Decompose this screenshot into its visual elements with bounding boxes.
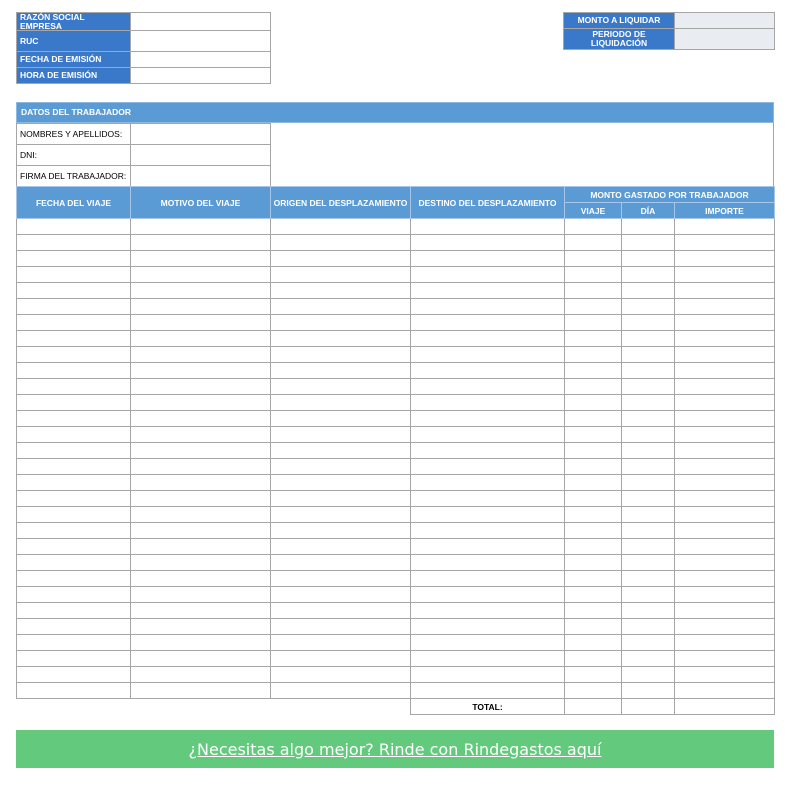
firma-row [17,166,271,187]
cell-destino[interactable] [411,523,565,539]
table-row [17,427,775,443]
worker-table [16,123,271,187]
cell-destino[interactable] [411,315,565,331]
cell-dia[interactable] [622,667,675,683]
cell-destino[interactable] [411,491,565,507]
cell-importe[interactable] [675,283,775,299]
cell-motivo[interactable] [131,251,271,267]
cell-fecha[interactable] [17,299,131,315]
cell-viaje[interactable] [565,635,622,651]
group-monto-header: MONTO GASTADO POR TRABAJADOR [565,187,775,203]
cell-viaje[interactable] [565,523,622,539]
cell-fecha[interactable] [17,283,131,299]
cell-motivo[interactable] [131,427,271,443]
cell-dia[interactable] [622,267,675,283]
cta-link[interactable]: ¿Necesitas algo mejor? Rinde con Rindegastos aquí [188,739,602,759]
table-row [17,587,775,603]
cell-viaje[interactable] [565,667,622,683]
cell-destino[interactable] [411,363,565,379]
cell-motivo[interactable] [131,395,271,411]
cell-viaje[interactable] [565,315,622,331]
cell-destino[interactable] [411,443,565,459]
cell-fecha[interactable] [17,651,131,667]
cell-origen[interactable] [271,235,411,251]
cell-dia[interactable] [622,363,675,379]
cell-fecha[interactable] [17,427,131,443]
cell-destino[interactable] [411,555,565,571]
cell-origen[interactable] [271,539,411,555]
cell-importe[interactable] [675,251,775,267]
cell-importe[interactable] [675,459,775,475]
table-row [17,507,775,523]
cell-motivo[interactable] [131,379,271,395]
cell-fecha[interactable] [17,411,131,427]
firma-field[interactable] [131,166,271,187]
cell-motivo[interactable] [131,523,271,539]
cell-origen[interactable] [271,427,411,443]
cell-origen[interactable] [271,379,411,395]
cell-origen[interactable] [271,667,411,683]
monto-field[interactable] [675,13,775,29]
razon-social-field[interactable] [131,13,271,31]
cell-origen[interactable] [271,683,411,699]
cell-viaje[interactable] [565,219,622,235]
liquidation-info-table [563,12,775,50]
table-row [17,331,775,347]
nombres-label: NOMBRES Y APELLIDOS: [17,124,131,145]
cell-importe[interactable] [675,299,775,315]
cell-viaje[interactable] [565,539,622,555]
cell-fecha[interactable] [17,555,131,571]
cell-importe[interactable] [675,331,775,347]
cell-dia[interactable] [622,411,675,427]
table-row [17,315,775,331]
cell-viaje[interactable] [565,459,622,475]
expense-table [16,186,775,715]
monto-row [564,13,775,29]
cell-motivo[interactable] [131,283,271,299]
cell-motivo[interactable] [131,651,271,667]
cell-viaje[interactable] [565,251,622,267]
cell-fecha[interactable] [17,667,131,683]
cell-motivo[interactable] [131,299,271,315]
cell-importe[interactable] [675,363,775,379]
cell-dia[interactable] [622,283,675,299]
table-row [17,395,775,411]
cell-fecha[interactable] [17,491,131,507]
cell-origen[interactable] [271,347,411,363]
cell-importe[interactable] [675,267,775,283]
header-row-1 [17,187,775,203]
table-row [17,379,775,395]
table-row [17,635,775,651]
cell-fecha[interactable] [17,251,131,267]
cell-motivo[interactable] [131,667,271,683]
cell-fecha[interactable] [17,459,131,475]
cell-origen[interactable] [271,555,411,571]
cell-origen[interactable] [271,395,411,411]
cell-viaje[interactable] [565,331,622,347]
cell-destino[interactable] [411,539,565,555]
table-row [17,251,775,267]
cell-viaje[interactable] [565,427,622,443]
cell-motivo[interactable] [131,315,271,331]
cell-dia[interactable] [622,331,675,347]
cell-importe[interactable] [675,379,775,395]
cell-destino[interactable] [411,475,565,491]
cell-viaje[interactable] [565,555,622,571]
cell-destino[interactable] [411,251,565,267]
cell-viaje[interactable] [565,587,622,603]
cell-origen[interactable] [271,587,411,603]
cell-destino[interactable] [411,587,565,603]
cell-fecha[interactable] [17,619,131,635]
cell-destino[interactable] [411,299,565,315]
cell-importe[interactable] [675,475,775,491]
col-importe-header: IMPORTE [675,203,775,219]
cell-motivo[interactable] [131,603,271,619]
cell-destino[interactable] [411,507,565,523]
cell-origen[interactable] [271,523,411,539]
cell-fecha[interactable] [17,443,131,459]
dni-field[interactable] [131,145,271,166]
cell-origen[interactable] [271,251,411,267]
cell-importe[interactable] [675,507,775,523]
table-row [17,603,775,619]
cell-dia[interactable] [622,459,675,475]
firma-label: FIRMA DEL TRABAJADOR: [17,166,131,187]
cell-dia[interactable] [622,603,675,619]
cell-viaje[interactable] [565,379,622,395]
table-row [17,267,775,283]
fecha-emision-field[interactable] [131,52,271,68]
cell-dia[interactable] [622,299,675,315]
cell-importe[interactable] [675,235,775,251]
cell-dia[interactable] [622,635,675,651]
cell-destino[interactable] [411,283,565,299]
cell-fecha[interactable] [17,475,131,491]
table-row [17,539,775,555]
cell-motivo[interactable] [131,347,271,363]
cell-dia[interactable] [622,475,675,491]
hora-emision-label: HORA DE EMISIÓN [17,68,131,84]
table-row [17,523,775,539]
table-row [17,667,775,683]
cell-importe[interactable] [675,411,775,427]
table-row [17,347,775,363]
cell-destino[interactable] [411,395,565,411]
fecha-emision-label: FECHA DE EMISIÓN [17,52,131,68]
ruc-field[interactable] [131,31,271,52]
cell-importe[interactable] [675,571,775,587]
cell-destino[interactable] [411,331,565,347]
cell-origen[interactable] [271,283,411,299]
cell-dia[interactable] [622,555,675,571]
cell-dia[interactable] [622,523,675,539]
cell-dia[interactable] [622,427,675,443]
cell-destino[interactable] [411,667,565,683]
table-row [17,555,775,571]
dni-row [17,145,271,166]
cell-fecha[interactable] [17,603,131,619]
cell-destino[interactable] [411,379,565,395]
cell-motivo[interactable] [131,507,271,523]
cell-motivo[interactable] [131,635,271,651]
cell-viaje[interactable] [565,443,622,459]
cell-viaje[interactable] [565,411,622,427]
cell-importe[interactable] [675,603,775,619]
cell-destino[interactable] [411,619,565,635]
cell-importe[interactable] [675,523,775,539]
cell-destino[interactable] [411,427,565,443]
cell-fecha[interactable] [17,347,131,363]
cell-importe[interactable] [675,651,775,667]
hora-emision-row [17,68,271,84]
cell-origen[interactable] [271,315,411,331]
cell-motivo[interactable] [131,331,271,347]
razon-social-row [17,13,271,31]
cell-destino[interactable] [411,571,565,587]
table-row [17,651,775,667]
cell-fecha[interactable] [17,379,131,395]
cell-dia[interactable] [622,315,675,331]
cell-fecha[interactable] [17,235,131,251]
ruc-label: RUC [17,31,131,52]
cell-importe[interactable] [675,555,775,571]
cell-motivo[interactable] [131,587,271,603]
cell-viaje[interactable] [565,363,622,379]
cell-motivo[interactable] [131,491,271,507]
cell-dia[interactable] [622,235,675,251]
cell-viaje[interactable] [565,683,622,699]
cell-destino[interactable] [411,635,565,651]
periodo-field[interactable] [675,29,775,50]
col-origen-header: ORIGEN DEL DESPLAZAMIENTO [271,187,411,219]
cell-dia[interactable] [622,347,675,363]
periodo-label: PERIODO DE LIQUIDACIÓN [564,29,675,50]
table-row [17,219,775,235]
cell-importe[interactable] [675,347,775,363]
cell-dia[interactable] [622,539,675,555]
cell-motivo[interactable] [131,555,271,571]
cell-motivo[interactable] [131,683,271,699]
cell-importe[interactable] [675,315,775,331]
cell-viaje[interactable] [565,619,622,635]
cell-fecha[interactable] [17,507,131,523]
col-motivo-header: MOTIVO DEL VIAJE [131,187,271,219]
nombres-row [17,124,271,145]
cell-dia[interactable] [622,571,675,587]
cell-viaje[interactable] [565,507,622,523]
cell-destino[interactable] [411,459,565,475]
cell-importe[interactable] [675,539,775,555]
cell-origen[interactable] [271,331,411,347]
table-row [17,411,775,427]
ruc-row [17,31,271,52]
table-row [17,363,775,379]
razon-social-label: RAZÓN SOCIAL EMPRESA [17,13,131,31]
cell-origen[interactable] [271,363,411,379]
cell-dia[interactable] [622,507,675,523]
cell-destino[interactable] [411,683,565,699]
cell-destino[interactable] [411,603,565,619]
table-row [17,235,775,251]
cell-origen[interactable] [271,635,411,651]
cell-origen[interactable] [271,619,411,635]
cell-destino[interactable] [411,651,565,667]
col-fecha-header: FECHA DEL VIAJE [17,187,131,219]
fecha-emision-row [17,52,271,68]
cell-origen[interactable] [271,411,411,427]
total-viaje[interactable] [565,699,622,715]
cell-fecha[interactable] [17,331,131,347]
periodo-row [564,29,775,50]
table-row [17,475,775,491]
cell-viaje[interactable] [565,651,622,667]
cell-origen[interactable] [271,507,411,523]
cell-origen[interactable] [271,219,411,235]
cell-fecha[interactable] [17,395,131,411]
cell-origen[interactable] [271,491,411,507]
cell-importe[interactable] [675,443,775,459]
cell-motivo[interactable] [131,267,271,283]
cell-motivo[interactable] [131,459,271,475]
nombres-field[interactable] [131,124,271,145]
cell-fecha[interactable] [17,315,131,331]
cell-dia[interactable] [622,619,675,635]
cell-destino[interactable] [411,411,565,427]
table-row [17,491,775,507]
total-row-spacer [17,699,411,715]
cell-viaje[interactable] [565,235,622,251]
col-viaje-header: VIAJE [565,203,622,219]
total-dia[interactable] [622,699,675,715]
table-row [17,459,775,475]
cell-viaje[interactable] [565,299,622,315]
cell-motivo[interactable] [131,571,271,587]
cell-viaje[interactable] [565,475,622,491]
cell-dia[interactable] [622,219,675,235]
cell-destino[interactable] [411,347,565,363]
cell-importe[interactable] [675,427,775,443]
cell-origen[interactable] [271,299,411,315]
cell-dia[interactable] [622,683,675,699]
cell-fecha[interactable] [17,267,131,283]
cell-viaje[interactable] [565,603,622,619]
table-row [17,299,775,315]
expense-table-body [17,219,775,715]
cell-fecha[interactable] [17,539,131,555]
cell-viaje[interactable] [565,267,622,283]
cell-origen[interactable] [271,475,411,491]
cell-dia[interactable] [622,587,675,603]
cell-destino[interactable] [411,267,565,283]
cell-fecha[interactable] [17,683,131,699]
cell-fecha[interactable] [17,587,131,603]
cell-origen[interactable] [271,267,411,283]
cell-importe[interactable] [675,683,775,699]
cell-motivo[interactable] [131,411,271,427]
cell-importe[interactable] [675,635,775,651]
company-info-table [16,12,271,84]
cell-dia[interactable] [622,651,675,667]
cell-origen[interactable] [271,651,411,667]
cell-importe[interactable] [675,491,775,507]
table-row [17,443,775,459]
cell-motivo[interactable] [131,363,271,379]
total-row [17,699,775,715]
dni-label: DNI: [17,145,131,166]
cell-dia[interactable] [622,491,675,507]
cell-viaje[interactable] [565,283,622,299]
cell-fecha[interactable] [17,635,131,651]
cell-motivo[interactable] [131,619,271,635]
table-row [17,571,775,587]
cell-origen[interactable] [271,443,411,459]
cell-importe[interactable] [675,667,775,683]
total-importe[interactable] [675,699,775,715]
cell-importe[interactable] [675,219,775,235]
cell-fecha[interactable] [17,363,131,379]
col-dia-header: DÍA [622,203,675,219]
cell-importe[interactable] [675,395,775,411]
cell-destino[interactable] [411,219,565,235]
cell-dia[interactable] [622,395,675,411]
cell-motivo[interactable] [131,539,271,555]
worker-section-title: DATOS DEL TRABAJADOR [16,102,774,123]
cell-dia[interactable] [622,379,675,395]
monto-label: MONTO A LIQUIDAR [564,13,675,29]
cell-fecha[interactable] [17,219,131,235]
cell-dia[interactable] [622,443,675,459]
table-row [17,619,775,635]
cell-viaje[interactable] [565,571,622,587]
cell-viaje[interactable] [565,395,622,411]
table-row [17,283,775,299]
cell-viaje[interactable] [565,347,622,363]
col-destino-header: DESTINO DEL DESPLAZAMIENTO [411,187,565,219]
cell-importe[interactable] [675,619,775,635]
cell-origen[interactable] [271,571,411,587]
cell-fecha[interactable] [17,571,131,587]
cell-motivo[interactable] [131,235,271,251]
cell-motivo[interactable] [131,219,271,235]
cell-destino[interactable] [411,235,565,251]
cell-origen[interactable] [271,603,411,619]
cell-fecha[interactable] [17,523,131,539]
hora-emision-field[interactable] [131,68,271,84]
total-label: TOTAL: [411,699,565,715]
cell-motivo[interactable] [131,443,271,459]
table-row [17,683,775,699]
cell-motivo[interactable] [131,475,271,491]
cell-viaje[interactable] [565,491,622,507]
cell-dia[interactable] [622,251,675,267]
cell-origen[interactable] [271,459,411,475]
cta-banner [16,730,774,768]
cell-importe[interactable] [675,587,775,603]
